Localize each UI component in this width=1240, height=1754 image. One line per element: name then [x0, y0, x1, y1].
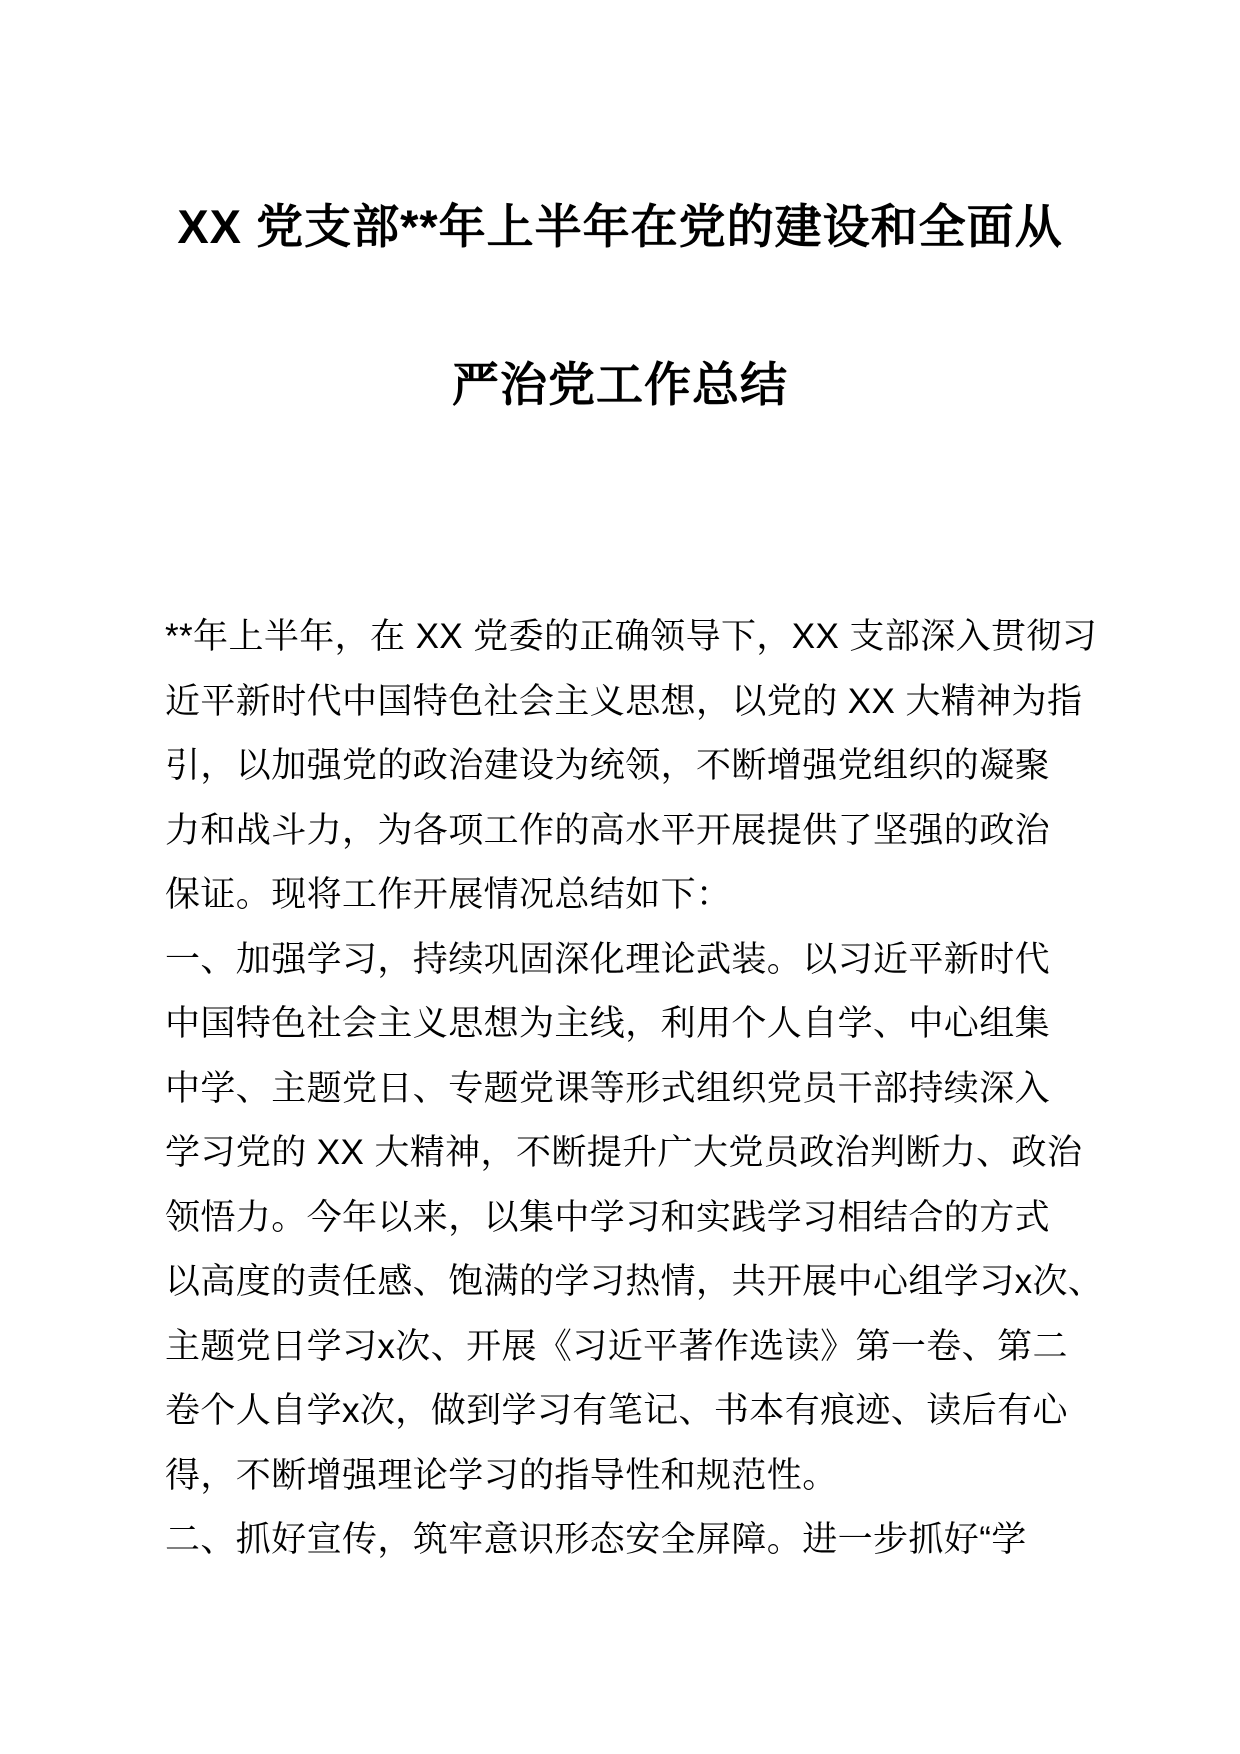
title-line-2: 严治党工作总结: [452, 358, 788, 411]
text-line: 领悟力。今年以来，以集中学习和实践学习相结合的方式: [165, 1197, 1051, 1237]
text-line: 中国特色社会主义思想为主线，利用个人自学、中心组集: [165, 1004, 1051, 1043]
text-line: 近平新时代中国特色社会主义思想，以党的 XX 大精神为指: [165, 681, 1083, 721]
text-line: 引，以加强党的政治建设为统领，不断增强党组织的凝聚: [165, 746, 1051, 785]
text-line: 中学、主题党日、专题党课等形式组织党员干部持续深入: [165, 1068, 1051, 1108]
text-line: **年上半年，在 XX 党委的正确领导下，XX 支部深入贯彻习: [165, 617, 1098, 656]
title-line-1: XX 党支部**年上半年在党的建设和全面从: [177, 200, 1063, 253]
text-line: 二、抓好宣传，筑牢意识形态安全屏障。进一步抓好“学: [165, 1520, 1027, 1559]
document-title: [0, 195, 1240, 417]
text-line: 一、加强学习，持续巩固深化理论武装。以习近平新时代: [165, 939, 1051, 979]
text-line: 保证。现将工作开展情况总结如下：: [165, 875, 732, 914]
text-line: 以高度的责任感、饱满的学习热情，共开展中心组学习x次、: [165, 1262, 1104, 1301]
text-line: 得，不断增强理论学习的指导性和规范性。: [165, 1455, 838, 1495]
text-line: 主题党日学习x次、开展《习近平著作选读》第一卷、第二: [165, 1326, 1068, 1366]
document-body: [165, 605, 1104, 1573]
text-line: 学习党的 XX 大精神，不断提升广大党员政治判断力、政治: [165, 1133, 1083, 1172]
text-line: 卷个人自学x次，做到学习有笔记、书本有痕迹、读后有心: [165, 1391, 1068, 1430]
text-line: 力和战斗力，为各项工作的高水平开展提供了坚强的政治: [165, 810, 1051, 850]
